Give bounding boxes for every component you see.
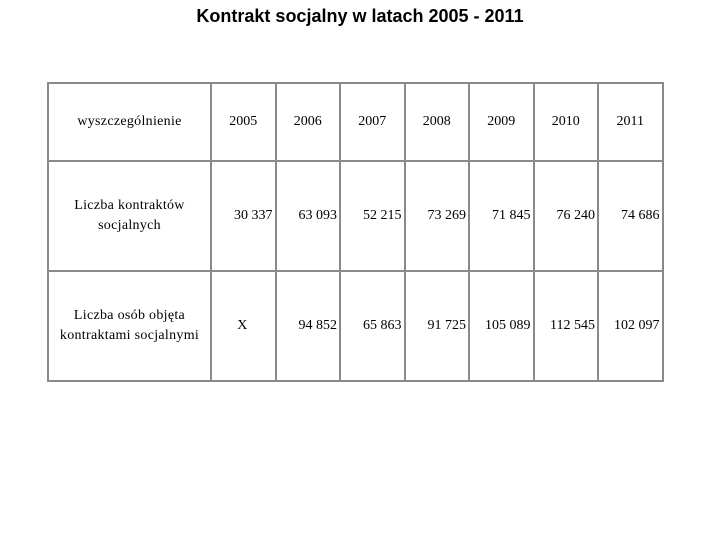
year-header-cell: 2010 xyxy=(534,83,599,161)
value-cell: 71 845 xyxy=(469,161,534,271)
year-header-cell: 2011 xyxy=(598,83,663,161)
header-label-cell: wyszczególnienie xyxy=(48,83,211,161)
value-cell: 76 240 xyxy=(534,161,599,271)
value-cell: 112 545 xyxy=(534,271,599,381)
value-cell: 52 215 xyxy=(340,161,405,271)
table-row xyxy=(48,271,663,381)
value-cell: 65 863 xyxy=(340,271,405,381)
value-cell: 105 089 xyxy=(469,271,534,381)
value-cell: 102 097 xyxy=(598,271,663,381)
year-header-cell: 2007 xyxy=(340,83,405,161)
table-row xyxy=(48,161,663,271)
value-cell: X xyxy=(211,271,276,381)
year-header-cell: 2008 xyxy=(405,83,470,161)
value-cell: 30 337 xyxy=(211,161,276,271)
year-header-cell: 2006 xyxy=(276,83,341,161)
page-title: Kontrakt socjalny w latach 2005 - 2011 xyxy=(196,6,524,26)
year-header-cell: 2009 xyxy=(469,83,534,161)
value-cell: 91 725 xyxy=(405,271,470,381)
row-label-cell: Liczba osób objęta kontraktami socjalnymi xyxy=(48,271,211,381)
value-cell: 73 269 xyxy=(405,161,470,271)
value-cell: 74 686 xyxy=(598,161,663,271)
value-cell: 94 852 xyxy=(276,271,341,381)
year-header-cell: 2005 xyxy=(211,83,276,161)
data-table xyxy=(47,82,664,382)
table-header-row xyxy=(48,83,663,161)
value-cell: 63 093 xyxy=(276,161,341,271)
row-label-cell: Liczba kontraktów socjalnych xyxy=(48,161,211,271)
